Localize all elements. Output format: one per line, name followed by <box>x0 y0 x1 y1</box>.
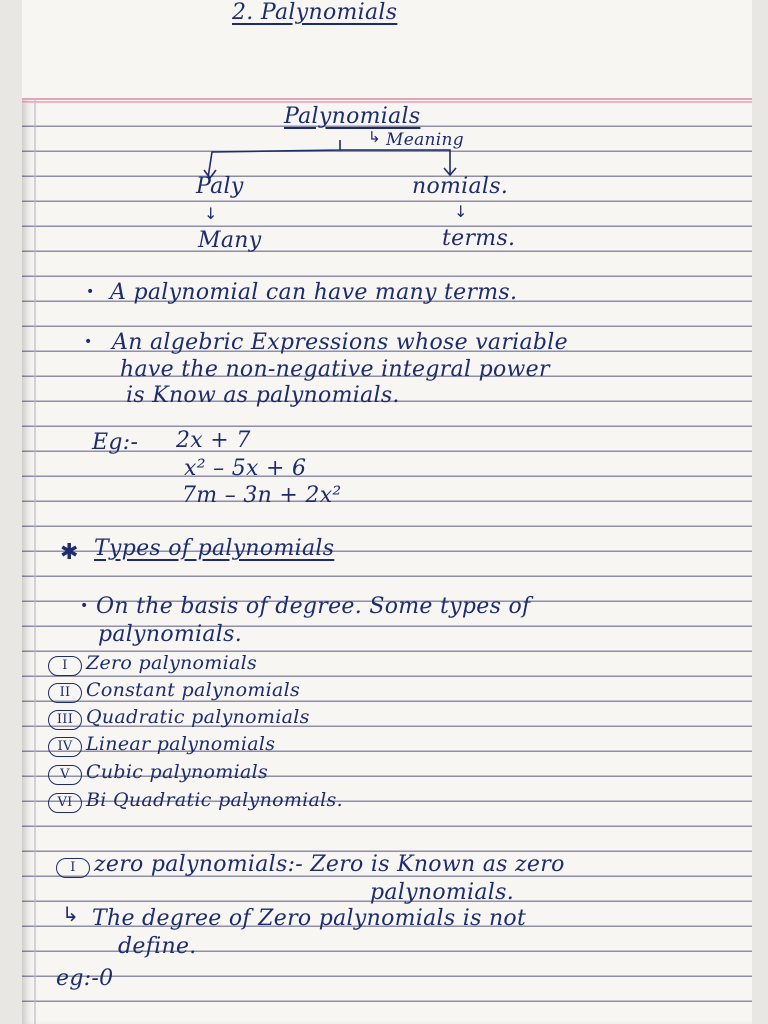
type-item-label: Constant palynomials <box>86 679 301 701</box>
type-item <box>48 652 257 676</box>
type-item-number: II <box>48 683 82 703</box>
zero-section-number: I <box>56 858 90 878</box>
type-item <box>48 733 275 757</box>
asterisk-icon: ✱ <box>60 540 79 565</box>
example-label: Eg:- <box>92 430 139 455</box>
types-intro-line-2: palynomials. <box>98 622 243 647</box>
type-item-number: IV <box>48 737 82 757</box>
zero-example: eg:-0 <box>56 966 114 991</box>
bullet-1: A palynomial can have many terms. <box>110 280 518 305</box>
left-down-arrow-icon: ↓ <box>204 204 218 223</box>
type-item-number: V <box>48 765 82 785</box>
zero-section-line-2: palynomials. <box>370 880 515 905</box>
example-line-1: 2x + 7 <box>176 428 251 453</box>
bullet-2-line-3: is Know as palynomials. <box>126 383 400 408</box>
diagram-root: Palynomials <box>284 104 421 129</box>
type-item-label: Zero palynomials <box>86 652 258 674</box>
type-item <box>48 679 300 703</box>
zero-section-definition: zero palynomials:- Zero is Known as zero <box>94 852 565 877</box>
type-item-label: Linear palynomials <box>86 733 276 755</box>
hook-arrow-icon: ↳ <box>62 902 79 926</box>
type-item-label: Bi Quadratic palynomials. <box>86 789 343 811</box>
bullet-2-line-2: have the non-negative integral power <box>120 357 550 382</box>
diagram-left-meaning: Many <box>198 228 262 253</box>
type-item-number: I <box>48 656 82 676</box>
type-item <box>48 761 268 785</box>
bullet-dot-icon: • <box>84 334 93 350</box>
type-item-label: Quadratic palynomials <box>86 706 310 728</box>
bullet-dot-icon: • <box>80 598 89 614</box>
type-item <box>48 706 310 730</box>
type-item-number: III <box>48 710 82 730</box>
type-item <box>48 789 343 813</box>
diagram-right-word: nomials. <box>412 174 509 199</box>
type-item-number: VI <box>48 793 82 813</box>
types-heading: Types of palynomials <box>94 536 335 561</box>
diagram-left-word: Paly <box>196 174 244 199</box>
types-intro-line-1: On the basis of degree. Some types of <box>96 594 531 619</box>
page-title: 2. Palynomials <box>232 0 398 25</box>
right-down-arrow-icon: ↓ <box>454 202 468 221</box>
example-line-3: 7m – 3n + 2x² <box>182 483 342 508</box>
diagram-right-meaning: terms. <box>442 226 516 251</box>
notebook-page <box>22 0 752 1024</box>
meaning-arrow-icon: ↳ <box>368 128 381 146</box>
bullet-2-line-1: An algebric Expressions whose variable <box>112 330 568 355</box>
example-line-2: x² – 5x + 6 <box>184 456 307 481</box>
zero-note-line-1: The degree of Zero palynomials is not <box>92 906 527 931</box>
diagram-branch-lines <box>22 0 752 200</box>
zero-section-line-1 <box>56 852 565 878</box>
zero-note-line-2: define. <box>118 934 197 959</box>
diagram-meaning-label: Meaning <box>386 130 464 150</box>
bullet-dot-icon: • <box>86 284 95 300</box>
type-item-label: Cubic palynomials <box>86 761 269 783</box>
